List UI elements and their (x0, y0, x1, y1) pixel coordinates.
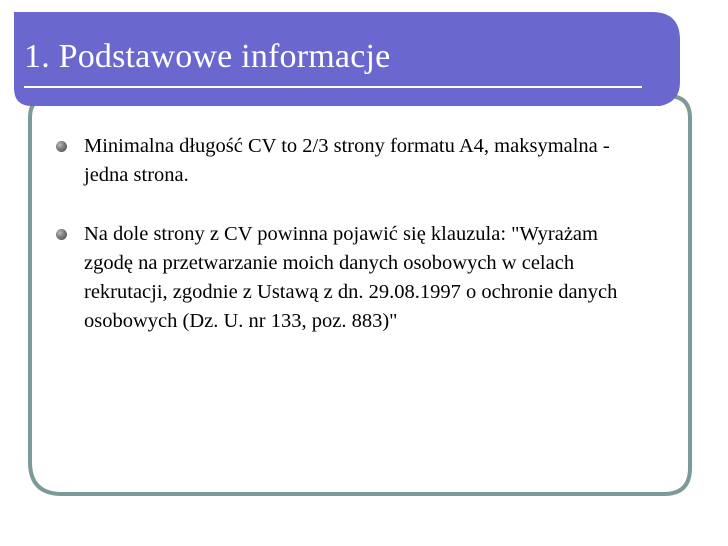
bullet-text: Minimalna długość CV to 2/3 strony formatu A4, maksymalna - jedna strona. (84, 135, 610, 186)
bullet-list (50, 132, 650, 366)
bullet-icon (56, 141, 67, 152)
bullet-icon (56, 229, 67, 240)
list-item (50, 132, 650, 190)
list-item (50, 220, 650, 336)
slide-title: 1. Podstawowe informacje (24, 38, 391, 75)
bullet-text: Na dole strony z CV powinna pojawić się klauzula: "Wyrażam zgodę na przetwarzanie moich danych osobowych w celach rekrutacji, zgodnie z Ustawą z dn. 29.08.1997 o ochronie danych osobowych (Dz. U. nr 133, poz. 883)" (84, 223, 618, 332)
